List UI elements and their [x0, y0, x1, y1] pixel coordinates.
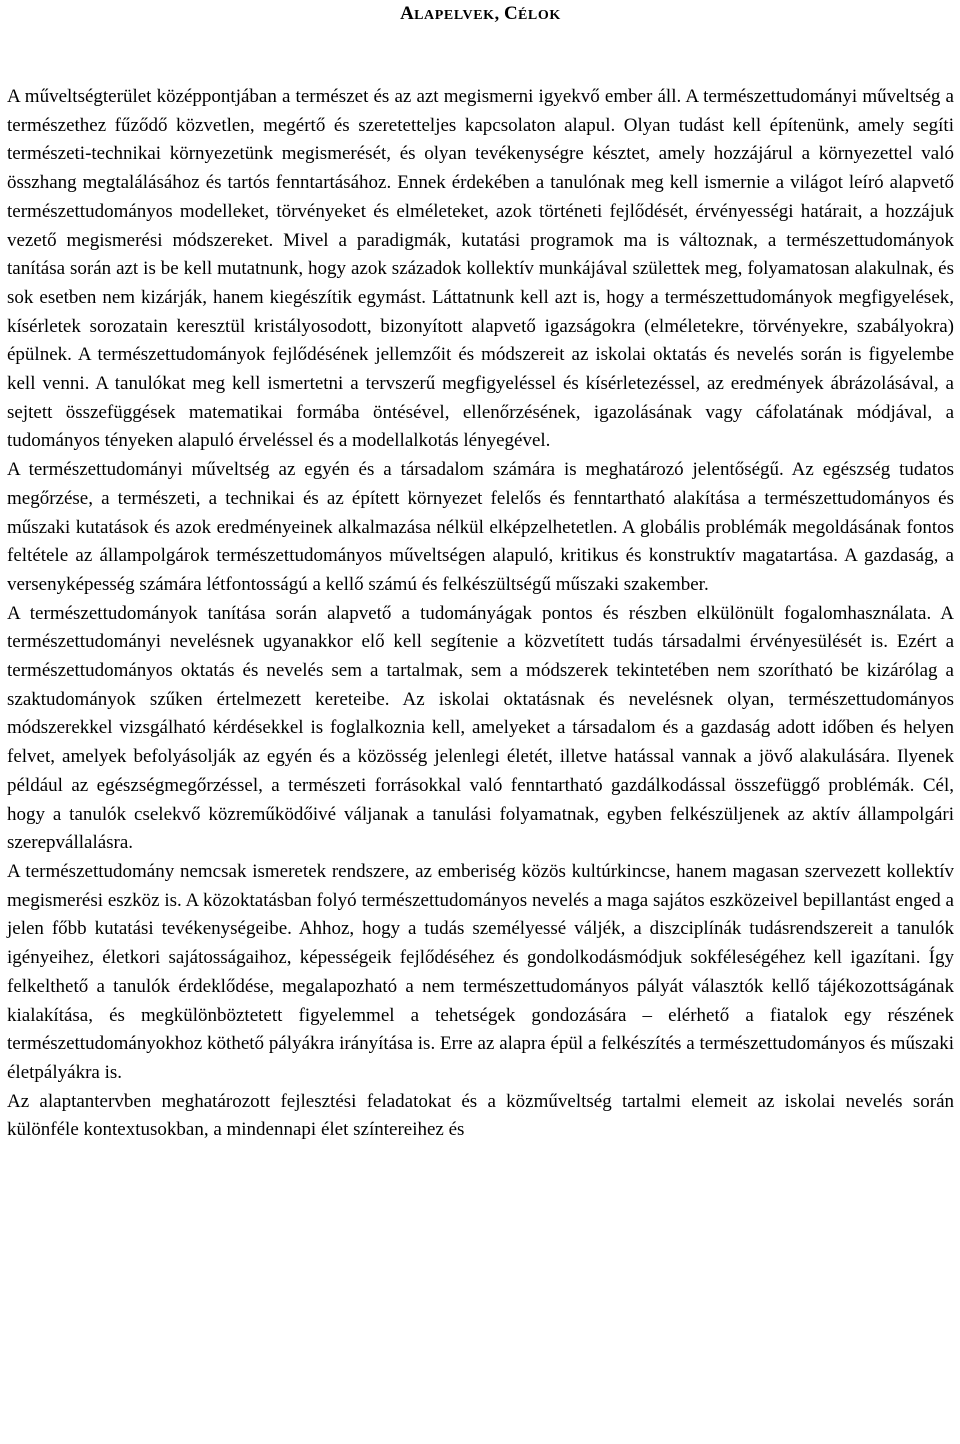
heading-smallcaps-2: ÉLOK [517, 8, 561, 23]
section-heading [7, 1, 954, 28]
heading-separator: , [494, 3, 505, 23]
paragraph: Az alaptantervben meghatározott fejlesztési feladatokat és a közműveltség tartalmi elemeit az iskolai nevelés során különféle kontextusokban, a mindennapi élet színtereihez és [7, 1090, 954, 1141]
paragraph: A természettudományi műveltség az egyén és a társadalom számára is meghatározó jelentőségű. Az egészség tudatos megőrzése, a természeti, a technikai és az épített környezet felelős és fenntartható alakítása a természettudományos és műszaki kutatások és azok eredményeinek alkalmazása nélkül elképzelhetetlen. A globális problémák megoldásának fontos feltétele az állampolgárok természettudományos műveltségen alapuló, kritikus és konstruktív magatartása. A gazdaság, a versenyképesség számára létfontosságú a kellő számú és felkészültségű műszaki szakember. [7, 459, 954, 595]
heading-initial-1: A [400, 3, 415, 24]
paragraph: A természettudomány nemcsak ismeretek rendszere, az emberiség közös kultúrkincse, hanem magasan szervezett kollektív megismerési eszköz is. A közoktatásban folyó természettudományos nevelés a maga sajátos eszközeivel bepillantást enged a jelen főbb kutatási tevékenységeibe. Ahhoz, hogy a tudás személyessé váljék, a diszciplínák tudásrendszereit a tanulók igényeihez, életkori sajátosságaihoz, képességeik fejlődéséhez és gondolkodásmódjuk sokféleségéhez kell igazítani. Így felkelthető a tanulók érdeklődése, megalapozható a nem természettudományos pályát választók kellő tájékozottságának kialakítása, és megkülönböztetett figyelemmel a tehetségek gondozására – elérhető a fiatalok egy részének természettudományokhoz köthető pályákra irányítása is. Erre az alapra épül a felkészítés a természettudományos és műszaki életpályákra is. [7, 860, 954, 1083]
document-page [7, 0, 954, 1145]
paragraph: A természettudományok tanítása során alapvető a tudományágak pontos és részben elkülönült fogalomhasználata. A természettudományi nevelésnek ugyanakkor elő kell segítenie a közvetített tudás társadalmi érvényesülését is. Ezért a természettudományos oktatás és nevelés sem a tartalmak, sem a módszerek tekintetében nem szorítható be kizárólag a szaktudományok szűken értelmezett kereteibe. Az iskolai oktatásnak és nevelésnek olyan, természettudományos módszerekkel vizsgálható kérdésekkel is foglalkoznia kell, amelyeket a társadalom és a gazdaság adott időben és helyen felvet, amelyek befolyásolják az egyén és a közösség jelenlegi életét, illetve hatással vannak a jövő alakulására. Ilyenek például az egészségmegőrzéssel, a természeti forrásokkal való fenntartható gazdálkodással összefüggő problémák. Cél, hogy a tanulók cselekvő közreműködőivé váljanak a tanulási folyamatnak, egyben felkészüljenek az aktív állampolgári szerepvállalásra. [7, 602, 954, 854]
paragraph: A műveltségterület középpontjában a természet és az azt megismerni igyekvő ember áll. A természettudományi műveltség a természethez fűződő közvetlen, megértő és szeretetteljes kapcsolaton alapul. Olyan tudást kell építenünk, amely segíti természeti-technikai környezetünk megismerését, és olyan tevékenységre késztet, amely hozzájárul a környezettel való összhang megtalálásához és tartós fenntartásához. Ennek érdekében a tanulónak meg kell ismernie a világot leíró alapvető természettudományos modelleket, törvényeket és elméleteket, azok történeti fejlődését, érvényességi határait, a hozzájuk vezető megismerési módszereket. Mivel a paradigmák, kutatási programok ma is változnak, a természettudományok tanítása során azt is be kell mutatnunk, hogy azok századok kollektív munkájával születtek meg, folyamatosan alakulnak, és sok esetben nem kizárják, hanem kiegészítik egymást. Láttatnunk kell azt is, hogy a természettudományok megfigyelések, kísérletek sorozatain keresztül kristályosodott, bizonyított alapvető igazságokra (elméletekre, törvényekre, szabályokra) épülnek. A természettudományok fejlődésének jellemzőit és módszereit az iskolai oktatás és nevelés során is figyelembe kell venni. A tanulókat meg kell ismertetni a tervszerű megfigyeléssel és kísérletezéssel, az eredmények ábrázolásával, a sejtett összefüggések matematikai formába öntésével, ellenőrzésének, igazolásának vagy cáfolatának módjával, a tudományos tényeken alapuló érveléssel és a modellalkotás lényegével. [7, 86, 954, 452]
body-text [7, 83, 954, 1145]
heading-smallcaps-1: LAPELVEK [414, 8, 495, 23]
heading-initial-2: C [504, 3, 518, 24]
